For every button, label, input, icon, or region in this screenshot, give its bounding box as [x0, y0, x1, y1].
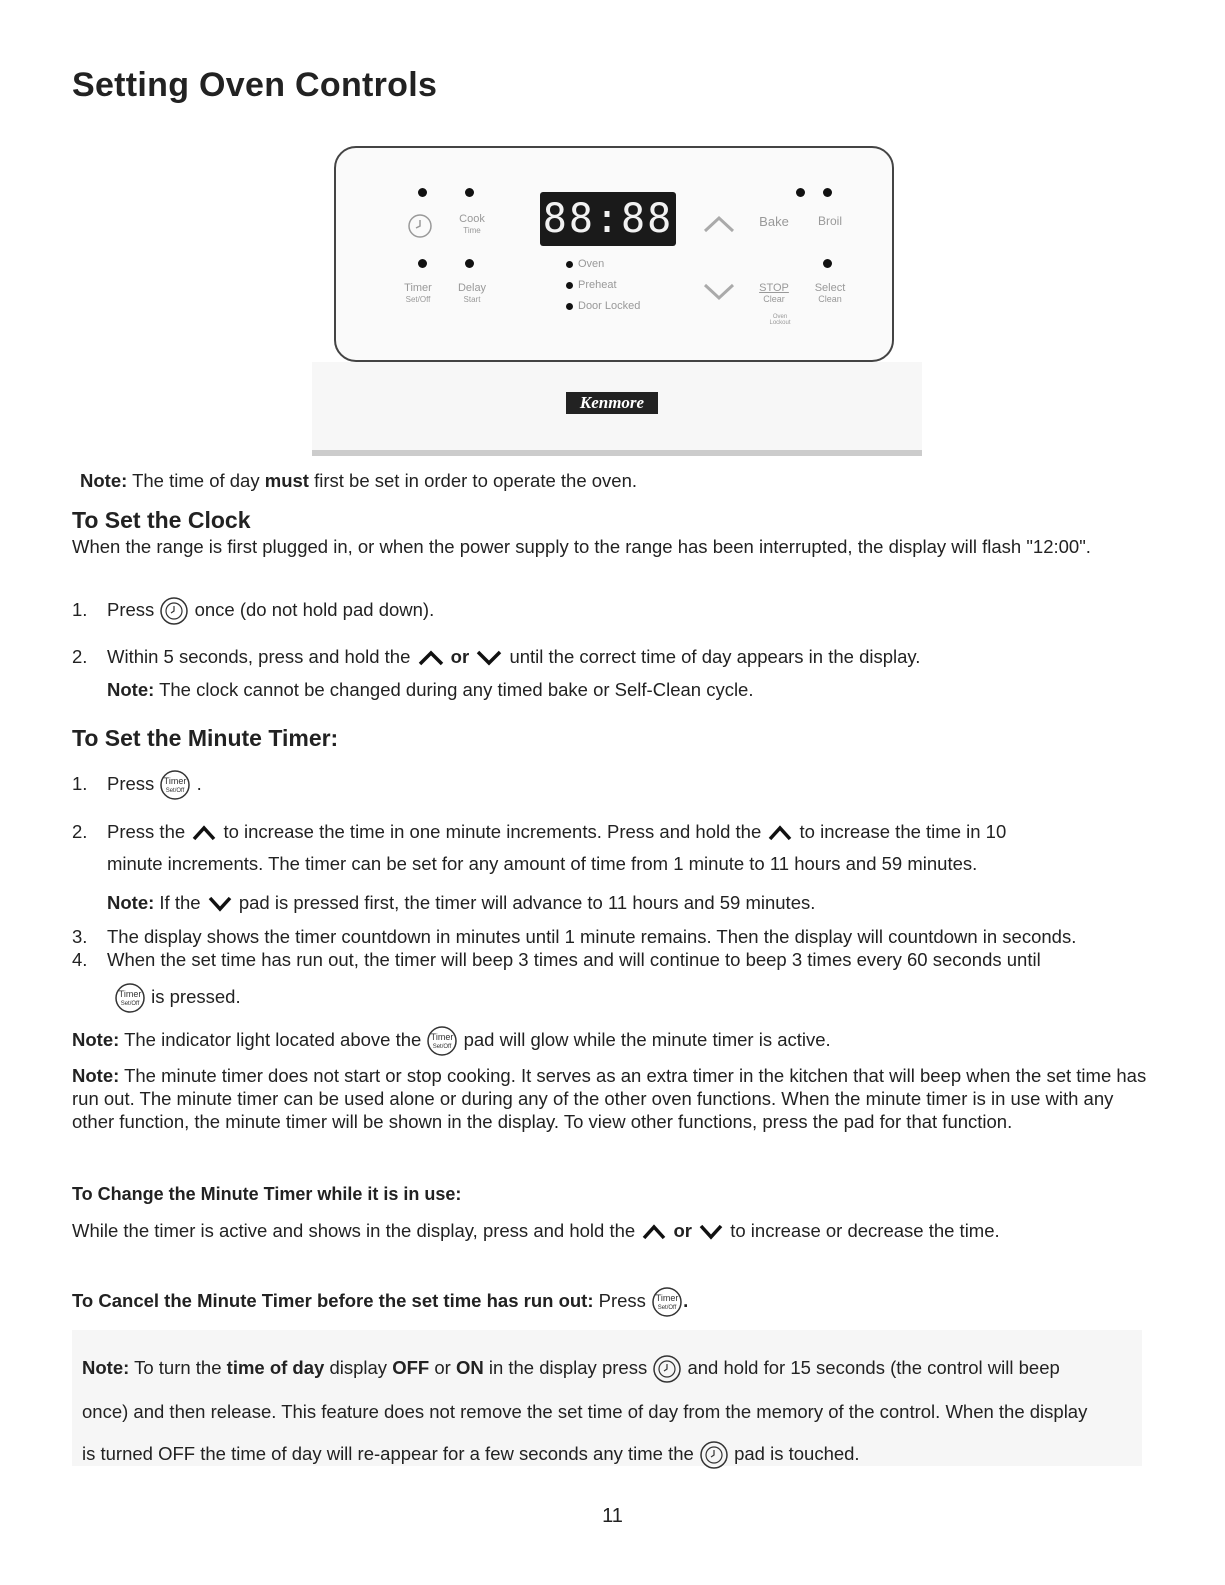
section-heading-timer: To Set the Minute Timer: — [72, 725, 339, 751]
section-heading-clock: To Set the Clock — [72, 507, 251, 533]
timer-step-2-line2: minute increments. The timer can be set for any amount of time from 1 minute to 11 hours and 59 minutes. — [107, 853, 978, 874]
step-text: is pressed. — [151, 985, 241, 1007]
select-label: Select — [814, 282, 846, 294]
note-text: The time of day — [132, 470, 265, 491]
door-locked-indicator: Door Locked — [566, 300, 640, 312]
cook-time-label: Cook — [459, 213, 485, 225]
or-text: or — [450, 646, 470, 667]
step-text: to increase the time in 10 — [799, 821, 1007, 842]
note-box-line-2: once) and then release. This feature does not remove the set time of day from the memory of the control. When the display — [82, 1401, 1088, 1422]
indicator-dot — [823, 188, 832, 197]
step-number: 1. — [72, 598, 88, 620]
step-text: When the set time has run out, the timer will beep 3 times and will continue to beep 3 times every 60 seconds until — [107, 949, 1041, 970]
indicator-dot — [823, 259, 832, 268]
note-text: The clock cannot be changed during any timed bake or Self-Clean cycle. — [159, 679, 754, 700]
cook-time-pad — [452, 214, 492, 236]
svg-text:Set/Off: Set/Off — [433, 1044, 452, 1050]
note-emphasis: must — [264, 470, 309, 491]
stop-clear-pad — [752, 283, 796, 305]
clock-pad-icon — [159, 596, 189, 626]
step-text: to increase the time in one minute increments. Press and hold the — [223, 821, 762, 842]
timer-pad-icon — [651, 1286, 683, 1318]
up-arrow-icon — [640, 1223, 668, 1241]
indicator-dot — [418, 188, 427, 197]
clock-pad-icon — [406, 212, 434, 240]
oven-lockout-sublabel: Lockout — [769, 320, 791, 326]
clock-step-1 — [72, 596, 434, 626]
timer-step-4 — [72, 948, 1041, 971]
note-box-line-3 — [82, 1440, 860, 1470]
note-label: Note: — [80, 470, 128, 491]
cook-time-sublabel: Time — [463, 226, 481, 235]
page-title: Setting Oven Controls — [72, 66, 438, 104]
down-arrow-icon — [474, 649, 504, 667]
select-clean-pad — [806, 283, 854, 305]
delay-pad — [452, 283, 492, 305]
timer-step-4-line2 — [114, 982, 241, 1014]
clear-label: Clear — [763, 294, 785, 304]
note-text: first be set in order to operate the oven. — [308, 470, 638, 491]
note-text: display — [324, 1356, 393, 1378]
timer-label: Timer — [404, 282, 432, 294]
step-text: Press — [107, 598, 155, 620]
note-emphasis: OFF — [392, 1356, 430, 1378]
note-emphasis: ON — [455, 1356, 484, 1378]
note-text: The minute timer does not start or stop cooking. It serves as an extra timer in the kitchen that will beep when the set time has run out. The minute timer can be used alone or during any of the other oven functions. When the minute timer is in use with any other function, the minute timer will be shown in the display. To view other functions, press the pad for that function. — [72, 1065, 1147, 1132]
svg-text:Set/Off: Set/Off — [166, 788, 185, 794]
delay-sublabel: Start — [463, 295, 481, 304]
step-text: While the timer is active and shows in the display, press and hold the — [72, 1220, 636, 1241]
timer-pad-icon — [426, 1025, 458, 1057]
note-text: is turned OFF the time of day will re-appear for a few seconds any time the — [82, 1442, 694, 1464]
svg-text:Set/Off: Set/Off — [657, 1305, 677, 1311]
up-arrow-pad-icon — [702, 214, 736, 234]
change-timer-text — [72, 1219, 1000, 1242]
note-text: in the display press — [483, 1356, 648, 1378]
delay-label: Delay — [457, 282, 487, 294]
timer-step-3 — [72, 925, 1076, 948]
control-panel-illustration — [334, 146, 894, 362]
note-text: If the — [159, 892, 201, 913]
up-arrow-icon — [416, 649, 446, 667]
down-arrow-icon — [206, 895, 234, 913]
or-text: or — [673, 1220, 692, 1241]
oven-lockout-label: Oven — [772, 314, 788, 320]
indicator-dot — [465, 259, 474, 268]
timer-note-indicator — [72, 1025, 831, 1057]
clock-note — [107, 678, 754, 701]
note-text: The indicator light located above the — [124, 1028, 422, 1050]
kenmore-logo: Kenmore — [566, 392, 658, 414]
step-text: to increase or decrease the time. — [730, 1220, 1000, 1241]
note-label: Note: — [72, 1065, 120, 1086]
svg-text:Timer: Timer — [164, 776, 187, 786]
preheat-indicator: Preheat — [566, 279, 617, 291]
cancel-timer — [72, 1286, 688, 1318]
step-text: until the correct time of day appears in the display. — [509, 646, 921, 667]
oven-indicator: Oven — [566, 258, 604, 270]
note-emphasis: time of day — [226, 1356, 325, 1378]
timer-pad — [398, 283, 438, 305]
step-text: . — [683, 1289, 689, 1311]
step-number: 2. — [72, 646, 88, 667]
timer-step-1 — [72, 769, 202, 801]
note-text: pad is pressed first, the timer will advance to 11 hours and 59 minutes. — [238, 892, 816, 913]
oven-lockout-pad — [760, 314, 800, 326]
step-number: 3. — [72, 926, 88, 947]
note-time-of-day — [80, 469, 637, 492]
indicator-dot — [418, 259, 427, 268]
note-label: Note: — [107, 679, 155, 700]
timer-sublabel: Set/Off — [405, 295, 431, 304]
timer-pad-icon — [114, 982, 146, 1014]
note-text: pad will glow while the minute timer is active. — [463, 1028, 831, 1050]
clock-pad-icon — [699, 1440, 729, 1470]
step-number: 4. — [72, 949, 88, 970]
svg-text:Timer: Timer — [655, 1293, 679, 1303]
timer-step-2 — [72, 820, 1006, 843]
note-label: Note: — [107, 892, 155, 913]
note-box-line-1 — [82, 1354, 1060, 1384]
indicator-dot — [796, 188, 805, 197]
timer-note-down — [107, 891, 815, 914]
clock-pad-icon — [652, 1354, 682, 1384]
clock-step-2 — [72, 645, 920, 668]
note-label: Note: — [72, 1028, 120, 1050]
step-number: 1. — [72, 772, 88, 794]
timer-pad-icon — [159, 769, 191, 801]
step-text: The display shows the timer countdown in minutes until 1 minute remains. Then the display will countdown in seconds. — [107, 926, 1077, 947]
clock-intro: When the range is first plugged in, or when the power supply to the range has been interrupted, the display will flash "12:00". — [72, 536, 1091, 557]
led-display: 88:88 — [540, 192, 676, 246]
svg-text:Timer: Timer — [431, 1032, 454, 1042]
step-text: Press the — [107, 821, 186, 842]
note-text: pad is touched. — [734, 1442, 860, 1464]
step-text: once (do not hold pad down). — [194, 598, 435, 620]
svg-text:Timer: Timer — [118, 989, 142, 999]
bake-pad: Bake — [759, 214, 789, 229]
up-arrow-icon — [190, 824, 218, 842]
up-arrow-icon — [766, 824, 794, 842]
indicator-dot — [465, 188, 474, 197]
svg-text:Set/Off: Set/Off — [120, 1001, 140, 1007]
down-arrow-pad-icon — [702, 282, 736, 302]
step-text: . — [196, 772, 202, 794]
step-text: Within 5 seconds, press and hold the — [107, 646, 411, 667]
timer-note-general — [72, 1064, 1147, 1133]
clean-label: Clean — [818, 294, 842, 304]
broil-pad: Broil — [817, 214, 842, 228]
section-heading-change-timer: To Change the Minute Timer while it is in use: — [72, 1184, 462, 1204]
step-text: Press — [107, 772, 155, 794]
down-arrow-icon — [697, 1223, 725, 1241]
note-text: To turn the — [134, 1356, 227, 1378]
page-number: 11 — [602, 1505, 623, 1527]
note-text: or — [429, 1356, 456, 1378]
stop-label: STOP — [759, 282, 789, 294]
note-text: and hold for 15 seconds (the control will beep — [687, 1356, 1060, 1378]
section-heading-cancel-timer: To Cancel the Minute Timer before the set time has run out: — [72, 1289, 594, 1311]
step-text: Press — [598, 1289, 646, 1311]
step-number: 2. — [72, 821, 88, 842]
note-label: Note: — [82, 1356, 130, 1378]
